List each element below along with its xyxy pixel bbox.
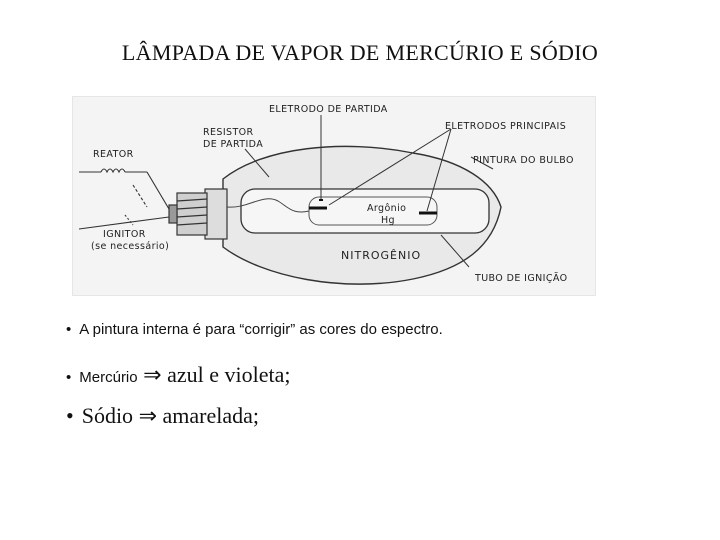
lamp-base: [169, 193, 207, 235]
bullet-prefix: Sódio: [81, 403, 134, 428]
label-argonio: Argônio: [367, 203, 407, 214]
label-reator: REATOR: [93, 149, 134, 160]
bullet-text: A pintura interna é para “corrigir” as cores do espectro.: [79, 321, 443, 338]
bullet-prefix: Mercúrio: [79, 369, 138, 386]
label-eletrodo-partida: ELETRODO DE PARTIDA: [269, 104, 388, 115]
label-eletrodos-principais: ELETRODOS PRINCIPAIS: [445, 121, 567, 132]
label-resistor-line1: RESISTOR: [203, 127, 254, 138]
lamp-diagram: [72, 96, 596, 296]
implies-arrow: ⇒: [143, 362, 162, 387]
label-nitrogenio: NITROGÊNIO: [341, 249, 422, 262]
bullet-pintura: [66, 321, 443, 338]
label-hg: Hg: [381, 215, 395, 226]
bullet-mercurio: [66, 362, 290, 388]
label-ignitor: IGNITOR: [103, 229, 146, 240]
label-tubo-ignicao: TUBO DE IGNIÇÃO: [475, 273, 568, 284]
bullet-marker: •: [66, 321, 72, 338]
label-se-necessario: (se necessário): [91, 241, 170, 252]
label-resistor-line2: DE PARTIDA: [203, 139, 264, 150]
implies-arrow: ⇒: [138, 403, 157, 428]
label-pintura-bulbo: PINTURA DO BULBO: [473, 155, 574, 166]
arc-tube: [241, 189, 489, 233]
bullet-marker: •: [66, 403, 74, 428]
bullet-sodio: [66, 403, 259, 429]
bulb-neck: [205, 189, 227, 239]
bullet-text: amarelada;: [162, 403, 259, 428]
bullet-marker: •: [66, 369, 72, 386]
circuit-wiring: [79, 169, 169, 229]
bullet-text: azul e violeta;: [167, 362, 291, 387]
slide-title: LÂMPADA DE VAPOR DE MERCÚRIO E SÓDIO: [121, 40, 599, 65]
lamp-diagram-svg: [73, 97, 595, 295]
